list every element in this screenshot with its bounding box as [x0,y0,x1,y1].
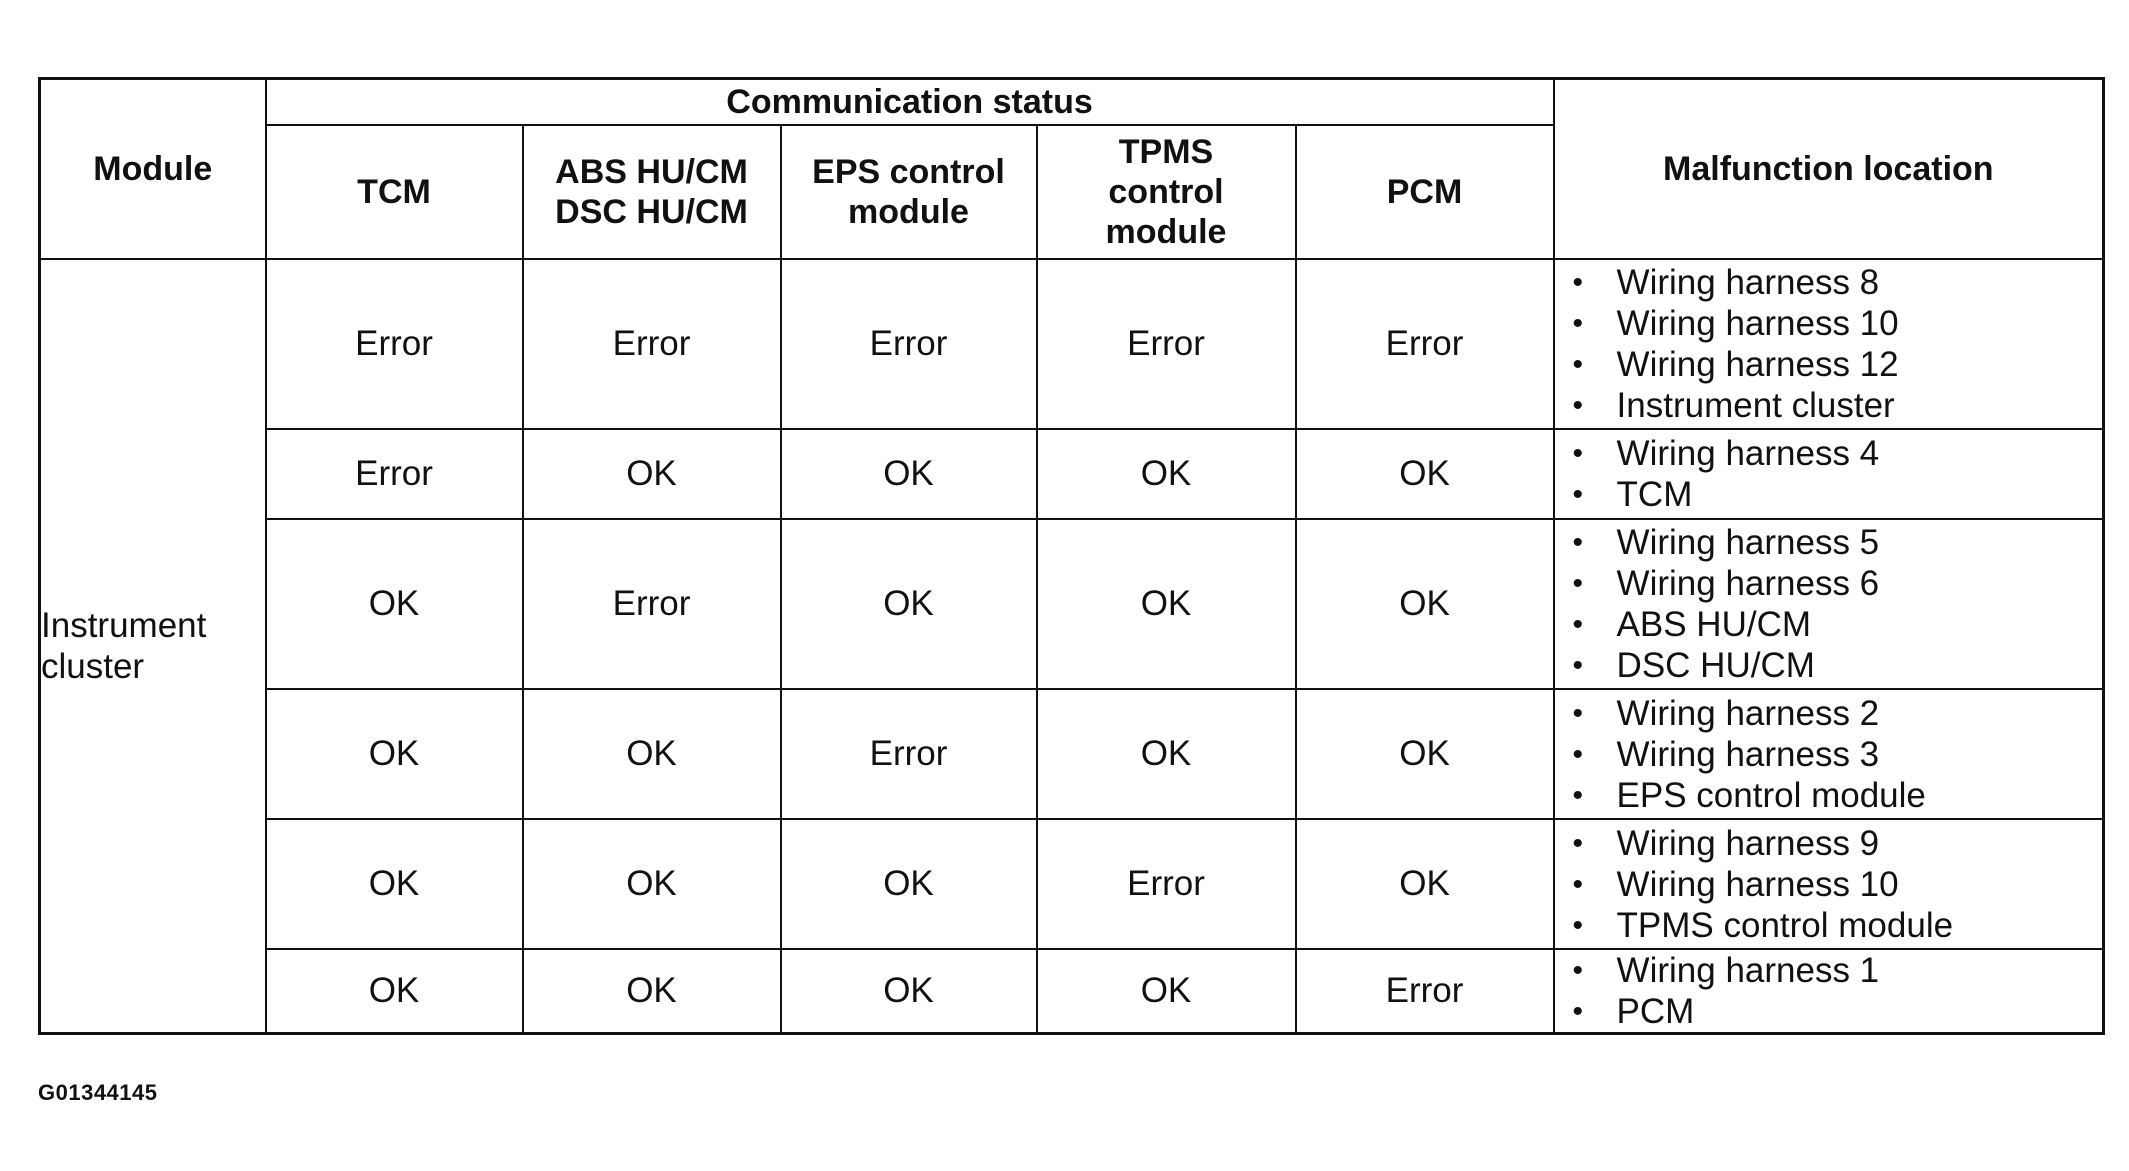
status-cell-eps: OK [781,429,1037,519]
status-cell-pcm: Error [1296,259,1554,429]
status-cell-tpms: OK [1037,429,1296,519]
bullet-icon: • [1572,266,1584,299]
status-cell-tpms: OK [1037,949,1296,1034]
list-item [1572,991,2103,1032]
status-cell-abs-dsc: Error [523,259,781,429]
malfunction-location-cell [1554,259,2104,429]
bullet-icon: • [1572,307,1584,340]
bullet-icon: • [1572,437,1584,470]
table-row [40,949,2104,1034]
list-item [1572,693,2103,734]
status-cell-abs-dsc: Error [523,519,781,689]
status-cell-pcm: OK [1296,519,1554,689]
bullet-icon: • [1572,908,1584,942]
malfunction-location-cell [1554,949,2104,1034]
list-item [1572,823,2103,864]
malfunction-location-header: Malfunction location [1554,79,2104,260]
table-row [40,429,2104,519]
status-cell-eps: Error [781,689,1037,819]
location-text: EPS control module [1616,775,1926,815]
bullet-icon: • [1572,696,1584,730]
location-text: PCM [1616,992,1695,1031]
list-item [1572,563,2103,604]
status-cell-abs-dsc: OK [523,819,781,949]
bullet-icon: • [1572,348,1584,381]
header-row-top [40,79,2104,126]
diagnosis-table [38,77,2105,1035]
list-item [1572,522,2103,563]
bullet-icon: • [1572,954,1584,987]
status-cell-tcm: OK [266,949,523,1034]
status-cell-eps: OK [781,519,1037,689]
malfunction-location-cell [1554,519,2104,689]
status-cell-abs-dsc: OK [523,689,781,819]
malfunction-location-cell [1554,819,2104,949]
column-header-tcm [266,125,523,259]
malfunction-location-cell [1554,689,2104,819]
location-text: Instrument cluster [1616,386,1895,425]
column-header-abs-dsc [523,125,781,259]
status-cell-pcm: Error [1296,949,1554,1034]
column-header-line: DSC HU/CM [555,193,748,231]
column-header-tpms [1037,125,1296,259]
list-item [1572,262,2103,303]
figure-id: G01344145 [38,1080,158,1105]
status-cell-eps: Error [781,259,1037,429]
list-item [1572,604,2103,645]
bullet-icon: • [1572,389,1584,422]
location-text: Wiring harness 2 [1616,693,1880,733]
status-cell-tpms: Error [1037,819,1296,949]
status-cell-tcm: OK [266,519,523,689]
column-header-line: TCM [357,173,431,211]
bullet-icon: • [1572,826,1584,860]
malfunction-location-list [1555,823,2103,946]
table-row [40,519,2104,689]
bullet-icon: • [1572,778,1584,812]
module-name-line: cluster [41,647,145,686]
bullet-icon: • [1572,995,1584,1028]
location-text: ABS HU/CM [1616,605,1812,644]
location-text: Wiring harness 4 [1616,434,1880,473]
status-cell-pcm: OK [1296,819,1554,949]
table-row [40,689,2104,819]
location-text: Wiring harness 3 [1616,734,1880,774]
communication-status-header: Communication status [266,79,1554,126]
location-text: Wiring harness 8 [1616,263,1880,302]
location-text: Wiring harness 12 [1616,345,1899,384]
location-text: Wiring harness 6 [1616,564,1880,603]
status-cell-tcm: OK [266,819,523,949]
module-name-line: Instrument [41,606,207,645]
table-row [40,819,2104,949]
table-row [40,259,2104,429]
status-cell-tcm: OK [266,689,523,819]
list-item [1572,775,2103,816]
table-body [40,259,2104,1034]
status-cell-eps: OK [781,949,1037,1034]
status-cell-tpms: OK [1037,689,1296,819]
malfunction-location-list [1555,262,2103,426]
column-header-line: module [848,193,969,231]
module-header: Module [40,79,266,260]
status-cell-tcm: Error [266,259,523,429]
list-item [1572,905,2103,946]
malfunction-location-cell [1554,429,2104,519]
malfunction-location-list [1555,433,2103,515]
list-item [1572,645,2103,686]
bullet-icon: • [1572,567,1584,600]
column-header-line: module [1105,213,1227,251]
bullet-icon: • [1572,608,1584,641]
location-text: Wiring harness 9 [1616,823,1880,863]
bullet-icon: • [1572,737,1584,771]
location-text: Wiring harness 5 [1616,523,1880,562]
status-cell-tcm: Error [266,429,523,519]
list-item [1572,344,2103,385]
bullet-icon: • [1572,649,1584,682]
column-header-eps [781,125,1037,259]
list-item [1572,303,2103,344]
location-text: TCM [1616,475,1693,514]
status-cell-tpms: OK [1037,519,1296,689]
bullet-icon: • [1572,478,1584,511]
list-item [1572,433,2103,474]
location-text: Wiring harness 10 [1616,304,1899,343]
malfunction-location-list [1555,522,2103,686]
malfunction-location-list [1555,950,2103,1032]
location-text: DSC HU/CM [1616,646,1815,685]
bullet-icon: • [1572,867,1584,901]
malfunction-location-list [1555,693,2103,816]
bullet-icon: • [1572,526,1584,559]
status-cell-abs-dsc: OK [523,949,781,1034]
list-item [1572,864,2103,905]
list-item [1572,385,2103,426]
status-cell-eps: OK [781,819,1037,949]
location-text: TPMS control module [1616,905,1954,945]
column-header-line: control [1108,173,1224,211]
column-header-line: ABS HU/CM [555,153,748,191]
list-item [1572,474,2103,515]
column-header-line: PCM [1386,173,1463,211]
location-text: Wiring harness 10 [1616,864,1899,904]
column-header-line: EPS control [812,153,1005,191]
column-header-line: TPMS [1118,133,1214,171]
list-item [1572,950,2103,991]
list-item [1572,734,2103,775]
status-cell-abs-dsc: OK [523,429,781,519]
column-header-pcm [1296,125,1554,259]
status-cell-pcm: OK [1296,689,1554,819]
status-cell-tpms: Error [1037,259,1296,429]
status-cell-pcm: OK [1296,429,1554,519]
module-cell [40,259,266,1034]
location-text: Wiring harness 1 [1616,951,1880,990]
